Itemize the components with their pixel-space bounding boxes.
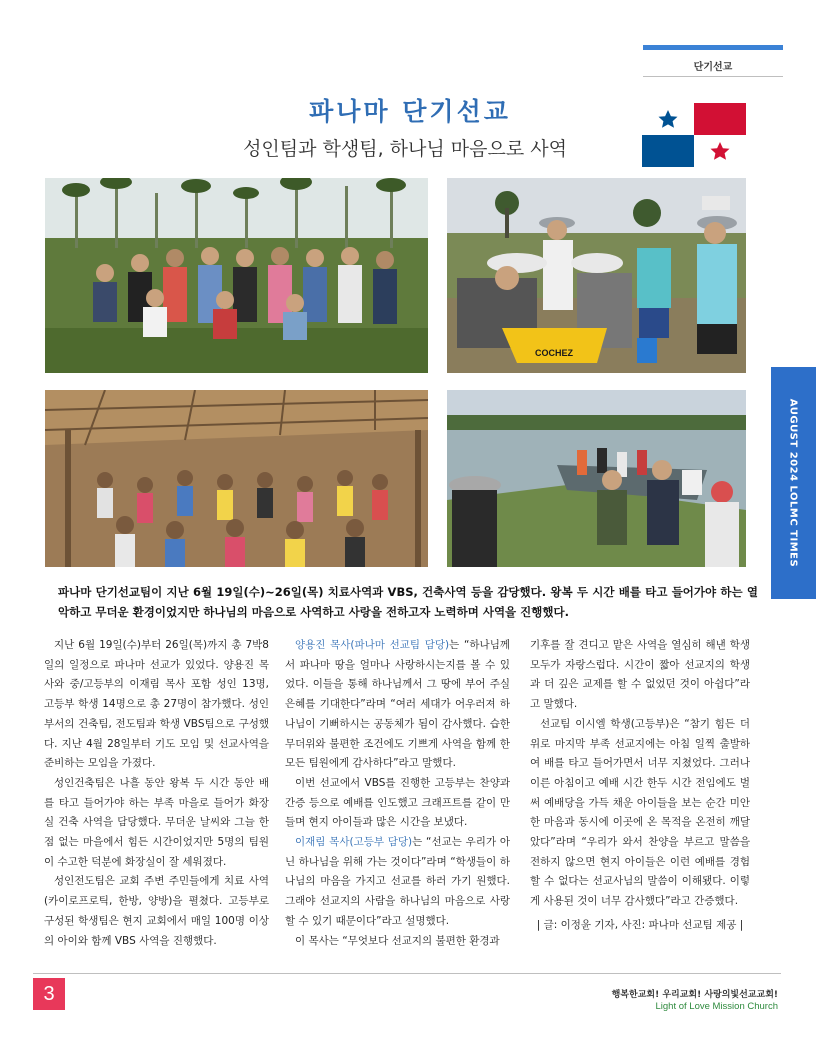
- body-column-1: [44, 636, 269, 951]
- body-paragraph: 기후를 잘 견디고 맡은 사역을 열심히 해낸 학생 모두가 자랑스럽다. 시간이 짧아 선교지의 학생과 더 깊은 교제를 할 수 없었던 것이 아쉽다”라고 말했다.: [530, 639, 750, 711]
- body-paragraph: 이번 선교에서 VBS를 진행한 고등부는 찬양과 간증 등으로 예배를 인도했고 크래프트를 같이 만들며 현지 아이들과 많은 시간을 보냈다.: [285, 776, 510, 829]
- article-subtitle: 성인팀과 학생팀, 하나님 마음으로 사역: [243, 138, 567, 160]
- issue-side-tab: [771, 367, 816, 599]
- body-paragraph: [285, 833, 510, 932]
- photo-credit: | 글: 이정윤 기자, 사진: 파나마 선교팀 제공 |: [536, 918, 744, 931]
- river-boat-photo: [447, 390, 746, 567]
- church-name: Light of Love Mission Church: [655, 1001, 778, 1012]
- section-divider: [643, 76, 783, 77]
- body-paragraph: 선교팀 이시엘 학생(고등부)은 “참기 힘든 더위로 마지막 부족 선교지에는 아침 일찍 출발하여 배를 타고 들어가면서 너무 지쳤었다. 그러나 이른 아침이고 예배 시간 한두 시간 전임에도 벌써 예배당을 가득 채운 아이들을 보는 순간 미안한 마음과 동시에 이곳에 온 목적을 온전히 깨달았다”라며 “우리가 와서 찬양을 부르고 말씀을 전하지 않으면 현지 아이들은 이런 예배를 경험할 수 없다는 선교사님의 말씀이 이해됐다. 이렇게 사용된 것이 너무 감사했다”라고 간증했다.: [530, 717, 750, 908]
- church-slogan: 행복한교회! 우리교회! 사랑의빛선교교회!: [611, 990, 778, 1000]
- article-title: 파나마 단기선교: [309, 97, 511, 126]
- speaker-name: 양용진 목사(파나마 선교팀 담당): [295, 639, 450, 651]
- body-column-3: [530, 636, 750, 936]
- speaker-name: 이재림 목사(고등부 담당): [295, 836, 413, 849]
- body-paragraph: 성인전도팀은 교회 주변 주민들에게 치료 사역(카이로프로틱, 한방, 양방)을 펼쳤다. 고등부로 구성된 학생팀은 현지 교회에서 매일 100명 이상의 아이와 함께 VBS 사역을 진행했다.: [44, 875, 269, 947]
- issue-side-tab-label: AUGUST 2024 LOLMC TIMES: [787, 398, 799, 568]
- page-number: 3: [33, 978, 65, 1010]
- body-paragraph: [285, 636, 510, 774]
- lead-paragraph: 파나마 단기선교팀이 지난 6월 19일(수)~26일(목) 치료사역과 VBS, 건축사역 등을 감당했다. 왕복 두 시간 배를 타고 들어가야 하는 열악하고 무더운 환경이었지만 하나님의 마음으로 사역하고 사랑을 전하고자 노력하며 사역을 진행했다.: [58, 585, 758, 619]
- body-column-2: [285, 636, 510, 951]
- construction-photo: [447, 178, 746, 373]
- quote-text: 는 “선교는 우리가 아닌 하나님을 위해 가는 것이다”라며 “학생들이 하나님의 마음을 가지고 선교를 하러 가기 원했다. 그래야 선교지의 사람을 하나님의 마음으로 사랑할 수 있기 때문이다”라고 설명했다.: [285, 836, 510, 927]
- body-paragraph: 성인건축팀은 나흘 동안 왕복 두 시간 동안 배를 타고 들어가야 하는 부족 마을로 들어가 화장실 건축 사역을 담당했다. 무더운 날씨와 그늘 한 점 없는 마을에서 힘든 시간이었지만 5명의 팀원이 수고한 덕분에 화장실이 잘 세워졌다.: [44, 776, 269, 868]
- group-photo: [45, 178, 428, 373]
- wheelbarrow-label: COCHEZ: [535, 348, 573, 358]
- section-tag: 단기선교: [693, 62, 733, 73]
- body-paragraph: 지난 6월 19일(수)부터 26일(목)까지 총 7박8일의 일정으로 파나마 선교가 있었다. 양용진 목사와 중/고등부의 이재림 목사 포함 성인 13명, 고등부 학생 14명으로 총 27명이 참가했다. 성인 부서의 건축팀, 전도팀과 학생 VBS팀으로 구성했다. 지난 4월 28일부터 기도 모임 및 선교사역을 준비하는 모임을 가졌다.: [44, 639, 269, 770]
- quote-text: 는 “하나님께서 파나마 땅을 얼마나 사랑하시는지를 볼 수 있었다. 이들을 통해 하나님께서 그 땅에 부어 주실 은혜를 기대한다”라며 “여러 세대가 어우러져 하나님이 기뻐하시는 공동체가 됨이 감사했다. 습한 무더위와 불편한 조건에도 기쁘게 사역을 함께 한 모든 팀원에게 감사하다”라고 말했다.: [285, 639, 510, 770]
- panama-flag: [642, 103, 746, 167]
- header-accent-bar: [643, 45, 783, 50]
- footer-divider: [33, 973, 781, 974]
- vbs-photo: [45, 390, 428, 567]
- body-paragraph: 이 목사는 “무엇보다 선교지의 불편한 환경과: [295, 934, 500, 947]
